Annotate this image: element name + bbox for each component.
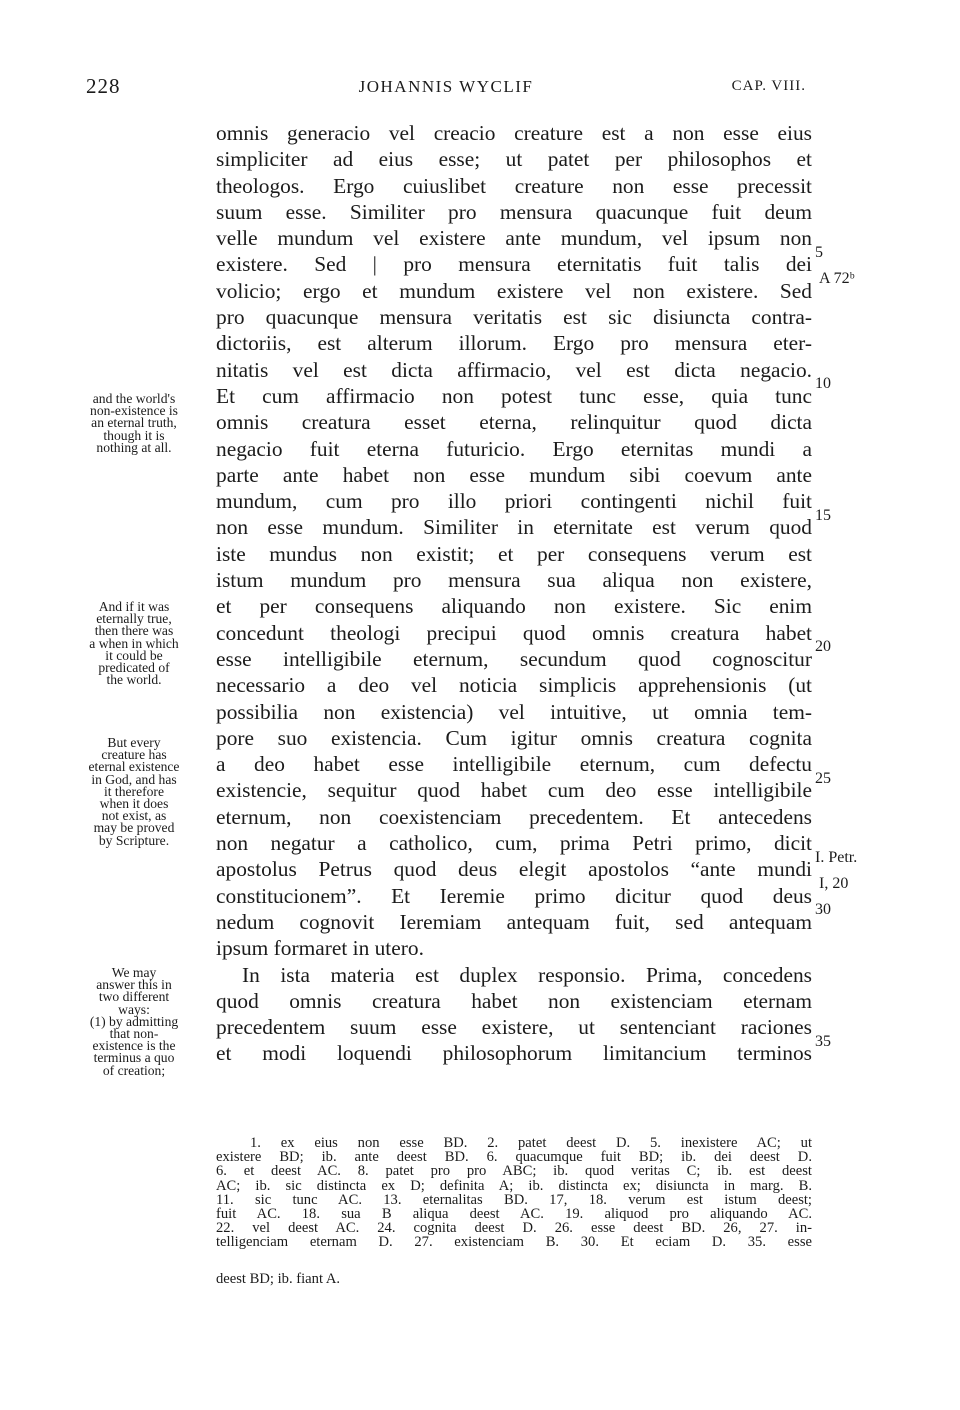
main-text <box>216 120 812 1067</box>
side-note-line: creature has <box>101 747 167 763</box>
side-note-line: terminus a quo <box>93 1050 175 1066</box>
footnote-line: AC; ib. sic distincta ex D; definita A; ib. distincta ex; disiuncta in marg. B. <box>216 1177 812 1194</box>
running-head <box>86 74 806 102</box>
text-line: esse intelligibile eternum, secundum quod cognoscitur <box>216 646 812 671</box>
line-number: 10 <box>815 375 831 392</box>
side-note-line: in God, and has <box>91 771 177 787</box>
text-line: existencie, sequitur quod habet cum deo esse intelligibile <box>216 778 812 803</box>
text-line: existere. Sed | pro mensura eternitatis fuit talis dei <box>216 252 812 277</box>
side-note-line: by Scripture. <box>98 832 170 848</box>
text-line: precedentem suum esse existere, ut sentenciant raciones <box>216 1015 812 1040</box>
line-number: 35 <box>815 1033 831 1050</box>
text-line: mundum, cum pro illo priori contingenti nichil fuit <box>216 489 812 514</box>
side-note-line: But every <box>107 735 161 750</box>
text-line: eternum, non coexistenciam precedentem. Et antecedens <box>216 804 812 829</box>
text-line: necessario a deo vel noticia simplicis apprehensionis (ut <box>216 673 812 698</box>
side-note-line: not exist, as <box>101 808 167 824</box>
chapter-label: CAP. VIII. <box>731 78 806 94</box>
text-line: negacio fuit eterna futuricio. Ergo eternitas mundi a <box>216 436 812 461</box>
text-line: omnis generacio vel creacio creature est a non esse eius <box>216 121 812 145</box>
line-number: 25 <box>815 770 831 787</box>
page-number: 228 <box>86 74 121 98</box>
text-line: istum mundum pro mensura sua aliqua non existere, <box>216 568 812 593</box>
text-line: suum esse. Similiter pro mensura quacunque fuit deum <box>216 199 812 224</box>
footnotes <box>216 1136 812 1286</box>
line-number: 5 <box>815 244 823 261</box>
scripture-reference: I. Petr. <box>815 849 858 866</box>
side-note-line: And if it was <box>98 599 170 614</box>
text-line: nitatis vel est dicta affirmacio, vel est dicta negacio. <box>216 357 812 382</box>
side-note-line: non-existence is <box>90 403 178 419</box>
text-line: dictoriis, est alterum illorum. Ergo pro mensura eter- <box>216 331 812 356</box>
side-note-line: it could be <box>105 647 163 663</box>
side-note-line: ways: <box>118 1001 150 1017</box>
side-note-line: when it does <box>99 796 169 812</box>
text-line: non esse mundum. Similiter in eternitate est verum quod <box>216 515 812 540</box>
side-note-line: eternal existence <box>88 759 180 775</box>
text-line: constitucionem”. Et Ieremie primo dicitur quod deus <box>216 883 812 908</box>
side-note <box>60 601 208 686</box>
line-number: 20 <box>815 638 831 655</box>
footnote-line: existere BD; ib. ante deest BD. 6. quacumque fuit BD; ib. dei deest D. <box>216 1149 812 1166</box>
text-line: et modi loquendi philosophorum limitancium terminos <box>216 1041 812 1066</box>
side-note <box>60 393 208 454</box>
text-line: omnis creatura esset eterna, relinquitur quod dicta <box>216 410 812 435</box>
side-note-line: a when in which <box>89 635 179 651</box>
text-line: possibilia non existencia) vel intuitive, ut omnia tem- <box>216 699 812 724</box>
text-line: quod omnis creatura habet non existenciam eternam <box>216 988 812 1013</box>
side-note-line: We may <box>111 965 157 980</box>
scripture-reference: I, 20 <box>819 875 849 892</box>
footnote-line: deest BD; ib. fiant A. <box>216 1270 341 1287</box>
text-line: a deo habet esse intelligibile eternum, cum defectu <box>216 752 812 777</box>
line-number: 15 <box>815 507 831 524</box>
text-line: theologos. Ergo cuiuslibet creature non esse precessit <box>216 173 812 198</box>
side-note <box>60 737 208 847</box>
text-line: In ista materia est duplex responsio. Prima, concedens <box>242 962 812 987</box>
footnote-line: 6. et deest AC. 8. patet pro pro ABC; ib. quod veritas C; ib. est deest <box>216 1163 812 1180</box>
text-line: volicio; ergo et mundum existere vel non existere. Sed <box>216 278 812 303</box>
side-note-line: two different <box>98 989 170 1005</box>
text-line: concedunt theologi precipui quod omnis creatura habet <box>216 620 812 645</box>
footnote-line: 11. sic tunc AC. 13. eternalitas BD. 17, 18. verum est istum deest; <box>216 1191 812 1208</box>
folio-reference: A 72ᵇ <box>819 270 855 287</box>
text-line: apostolus Petrus quod deus elegit apostolos “ante mundi <box>216 857 812 882</box>
text-line: Et cum affirmacio non potest tunc esse, quia tunc <box>216 383 812 408</box>
footnote-line: 22. vel deest AC. 24. cognita deest D. 26. esse deest BD. 26, 27. in- <box>216 1220 812 1237</box>
text-line: nedum cognovit Ieremiam antequam fuit, sed antequam <box>216 909 812 934</box>
text-line: ipsum formaret in utero. <box>216 936 424 961</box>
side-note-line: though it is <box>103 427 165 443</box>
side-note-line: of creation; <box>102 1062 166 1078</box>
side-note-line: the world. <box>106 672 162 688</box>
footnote-line: telligenciam eternam D. 27. existenciam B. 30. Et eciam D. 35. esse <box>216 1234 812 1251</box>
side-note-line: (1) by admitting <box>89 1013 179 1029</box>
text-line: velle mundum vel existere ante mundum, vel ipsum non <box>216 226 812 251</box>
running-title: JOHANNIS WYCLIF <box>358 77 534 96</box>
footnote-line: 1. ex eius non esse BD. 2. patet deest D. 5. inexistere AC; ut <box>250 1135 812 1151</box>
text-line: non negatur a catholico, cum, prima Petri primo, dicit <box>216 831 812 856</box>
side-note-line: predicated of <box>98 660 170 676</box>
side-note-line: answer this in <box>96 977 172 993</box>
side-note-line: then there was <box>94 623 174 639</box>
side-note-line: nothing at all. <box>96 439 172 455</box>
text-line: iste mundus non existit; et per consequens verum est <box>216 541 812 566</box>
side-note-line: an eternal truth, <box>91 415 177 431</box>
side-note-line: that non- <box>109 1026 159 1042</box>
side-note-line: eternally true, <box>96 611 172 627</box>
footnote-line: fuit AC. 18. sua B aliqua deest AC. 19. aliquod pro aliquando AC. <box>216 1205 812 1222</box>
side-note-line: existence is the <box>92 1038 176 1054</box>
text-line: simpliciter ad eius esse; ut patet per philosophos et <box>216 147 812 172</box>
side-note <box>60 967 208 1077</box>
text-line: et per consequens aliquando non existere. Sic enim <box>216 594 812 619</box>
text-line: pro quacunque mensura veritatis est sic disiuncta contra- <box>216 305 812 330</box>
side-note-line: it therefore <box>103 783 164 799</box>
line-number: 30 <box>815 901 831 918</box>
text-line: parte ante habet non esse mundum sibi coevum ante <box>216 462 812 487</box>
text-line: pore suo existencia. Cum igitur omnis creatura cognita <box>216 725 812 750</box>
side-note-line: and the world's <box>92 391 176 406</box>
side-note-line: may be proved <box>93 820 175 836</box>
